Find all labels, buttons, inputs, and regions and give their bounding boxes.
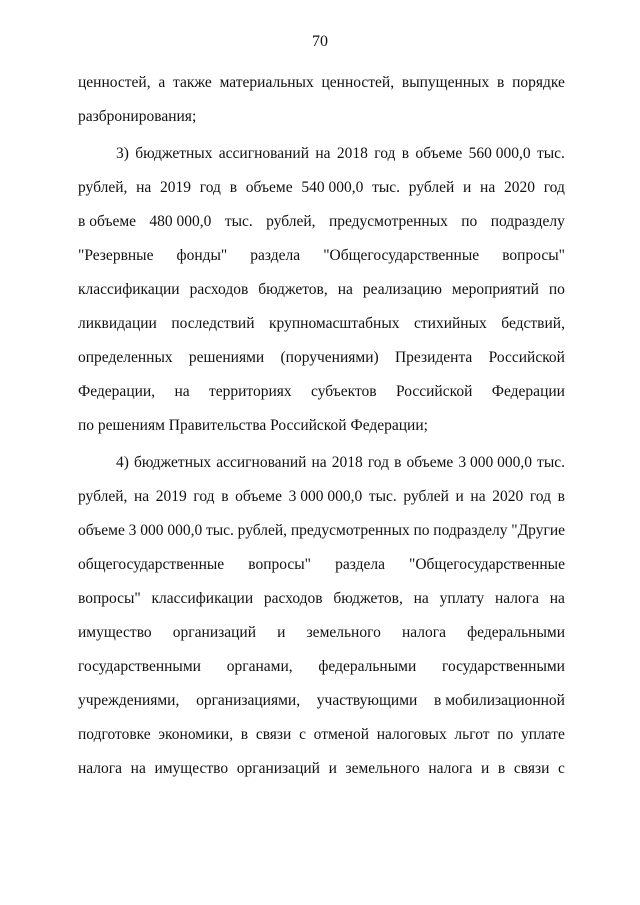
text-word: рублей: [403, 488, 449, 505]
text-line: [78, 205, 565, 239]
text-word: рублей,: [237, 522, 288, 539]
text-word: 3): [116, 145, 129, 162]
text-word: с: [299, 726, 306, 743]
text-word: фонды": [176, 247, 228, 264]
text-word: экономики,: [158, 726, 234, 743]
text-word: тыс.: [372, 179, 401, 196]
text-word: 3 000 000,0: [288, 488, 363, 505]
text-word: на: [549, 590, 565, 607]
text-line: [78, 650, 565, 684]
text-word: организаций: [236, 760, 320, 777]
text-word: реализацию: [362, 281, 442, 298]
text-word: объеме: [245, 179, 293, 196]
text-word: вопросы": [502, 247, 565, 264]
text-word: учреждениями,: [78, 692, 180, 709]
text-word: по: [548, 281, 565, 298]
text-word: 2019: [160, 179, 192, 196]
text-word: субъектов: [311, 383, 377, 400]
text-word: подразделу: [490, 213, 565, 230]
text-word: подразделу: [433, 522, 508, 539]
text-word: в: [240, 726, 249, 743]
text-word: в объеме: [78, 213, 137, 230]
text-word: по: [497, 726, 514, 743]
text-word: Российской: [396, 383, 473, 400]
text-word: "Другие: [511, 522, 565, 539]
text-word: ценностей,: [321, 74, 395, 91]
text-word: на: [134, 488, 150, 505]
text-word: в: [229, 179, 238, 196]
text-word: налоговых: [376, 726, 447, 743]
text-word: ценностей,: [78, 74, 151, 91]
text-line: [78, 446, 565, 480]
text-word: земельного: [345, 760, 420, 777]
text-line: [78, 239, 565, 273]
text-word: общегосударственные: [78, 556, 225, 573]
text-line: [78, 409, 565, 443]
text-word: порядке: [512, 74, 565, 91]
text-word: Президента: [394, 349, 473, 366]
text-word: на: [136, 179, 152, 196]
page-number: 70: [312, 33, 328, 50]
text-word: связи: [255, 726, 292, 743]
text-word: в: [401, 145, 410, 162]
text-word: налога: [401, 624, 446, 641]
text-line: [78, 307, 565, 341]
text-word: вопросы": [78, 590, 141, 607]
text-word: объеме: [235, 488, 282, 505]
text-word: рублей,: [266, 213, 316, 230]
text-word: расходов: [263, 590, 323, 607]
text-word: льгот: [454, 726, 490, 743]
text-word: классификации: [78, 281, 180, 298]
text-word: и: [463, 179, 472, 196]
text-line: [78, 341, 565, 375]
text-word: материальных: [219, 74, 314, 91]
text-word: на: [315, 145, 331, 162]
text-word: федеральными: [467, 624, 565, 641]
text-word: налога: [78, 760, 123, 777]
text-line: [78, 514, 565, 548]
text-word: год: [193, 488, 215, 505]
document-body: [78, 66, 565, 786]
text-word: тыс.: [368, 488, 397, 505]
text-word: организациями,: [196, 692, 301, 709]
text-word: бюджетов,: [333, 590, 403, 607]
text-word: предусмотренных: [328, 213, 448, 230]
text-word: в: [497, 760, 506, 777]
text-word: стихийных: [414, 315, 487, 332]
text-word: подготовке: [78, 726, 151, 743]
text-line: [78, 171, 565, 205]
text-word: год: [374, 145, 396, 162]
text-line: [78, 375, 565, 409]
text-line: [78, 718, 565, 752]
text-word: год: [529, 488, 551, 505]
text-word: на: [311, 454, 327, 471]
text-word: "Общегосударственные: [323, 247, 480, 264]
text-word: рублей,: [78, 179, 128, 196]
text-word: органами,: [226, 658, 293, 675]
text-word: на: [470, 488, 486, 505]
text-word: 2019: [155, 488, 187, 505]
text-word: с: [558, 760, 565, 777]
text-word: объеме: [406, 454, 454, 471]
text-word: Федерации: [491, 383, 565, 400]
text-word: тыс.: [536, 145, 565, 162]
text-word: территориях: [208, 383, 292, 400]
text-word: 2020: [492, 488, 524, 505]
text-word: год: [199, 179, 221, 196]
text-word: имущество: [78, 624, 152, 641]
text-word: государственными: [78, 658, 201, 675]
text-word: по: [461, 213, 478, 230]
text-word: Российской: [488, 349, 565, 366]
text-word: 560 000,0: [468, 145, 531, 162]
text-word: 3 000 000,0: [128, 522, 203, 539]
text-word: 480 000,0: [149, 213, 212, 230]
text-word: расходов: [189, 281, 249, 298]
text-line: [78, 548, 565, 582]
text-word: год: [367, 454, 389, 471]
text-word: по: [413, 522, 430, 539]
text-word: уплату: [439, 590, 485, 607]
text-word: ликвидации: [78, 315, 157, 332]
text-word: уплате: [520, 726, 565, 743]
text-line: [78, 480, 565, 514]
text-word: на: [413, 590, 429, 607]
text-word: вопросы": [248, 556, 312, 573]
text-word: (поручениями): [280, 349, 379, 366]
text-word: 4): [116, 454, 129, 471]
text-word: предусмотренных: [290, 522, 410, 539]
text-word: имущество: [154, 760, 229, 777]
text-word: государственными: [442, 658, 565, 675]
text-word: бюджетных: [133, 454, 212, 471]
text-word: раздела: [335, 556, 385, 573]
text-line: [78, 100, 565, 134]
text-word: на: [130, 760, 146, 777]
text-word: отменой: [313, 726, 370, 743]
text-word: земельного: [306, 624, 381, 641]
text-word: федеральными: [318, 658, 417, 675]
text-word: объеме: [415, 145, 463, 162]
text-word: объеме: [78, 522, 125, 539]
text-word: также: [173, 74, 212, 91]
text-word: 540 000,0: [301, 179, 364, 196]
text-word: в: [557, 488, 565, 505]
text-word: рублей,: [78, 488, 128, 505]
text-word: "Общегосударственные: [409, 556, 565, 573]
text-word: Федерации,: [78, 383, 156, 400]
text-word: тыс.: [205, 522, 234, 539]
text-word: последствий: [171, 315, 255, 332]
text-word: а: [158, 74, 166, 91]
text-word: бедствий,: [501, 315, 565, 332]
text-word: в: [221, 488, 229, 505]
text-word: и: [481, 760, 490, 777]
text-line: [78, 684, 565, 718]
text-word: в мобилизационной: [434, 692, 565, 709]
text-word: по решениям Правительства Российской Федерации;: [78, 417, 428, 434]
text-word: связи: [513, 760, 550, 777]
text-word: раздела: [250, 247, 301, 264]
text-word: на: [174, 383, 190, 400]
text-word: бюджетных: [135, 145, 213, 162]
text-line: [78, 66, 565, 100]
text-word: рублей: [408, 179, 455, 196]
text-word: участвующими: [316, 692, 418, 709]
text-word: классификации: [151, 590, 254, 607]
text-word: разбронирования;: [78, 108, 197, 125]
text-line: [78, 616, 565, 650]
text-word: бюджетов,: [258, 281, 328, 298]
text-word: налога: [428, 760, 473, 777]
text-word: в: [497, 74, 505, 91]
text-word: крупномасштабных: [269, 315, 400, 332]
text-word: и: [455, 488, 464, 505]
text-word: 2018: [331, 454, 363, 471]
text-word: и: [277, 624, 286, 641]
text-word: ассигнований: [216, 454, 307, 471]
text-word: тыс.: [537, 454, 565, 471]
text-word: 2018: [336, 145, 368, 162]
text-word: на: [480, 179, 496, 196]
text-word: в: [394, 454, 402, 471]
text-word: определенных: [78, 349, 173, 366]
text-word: организаций: [172, 624, 257, 641]
text-word: решениями: [188, 349, 265, 366]
text-word: тыс.: [224, 213, 253, 230]
text-line: [78, 137, 565, 171]
text-word: 2020: [503, 179, 535, 196]
text-word: на: [337, 281, 353, 298]
text-word: мероприятий: [451, 281, 539, 298]
text-line: [78, 752, 565, 786]
text-word: год: [543, 179, 565, 196]
text-word: ассигнований: [218, 145, 310, 162]
text-line: [78, 273, 565, 307]
text-word: налога: [494, 590, 539, 607]
text-word: "Резервные: [78, 247, 154, 264]
text-word: выпущенных: [401, 74, 490, 91]
text-word: 3 000 000,0: [458, 454, 532, 471]
text-word: и: [328, 760, 337, 777]
text-line: [78, 582, 565, 616]
